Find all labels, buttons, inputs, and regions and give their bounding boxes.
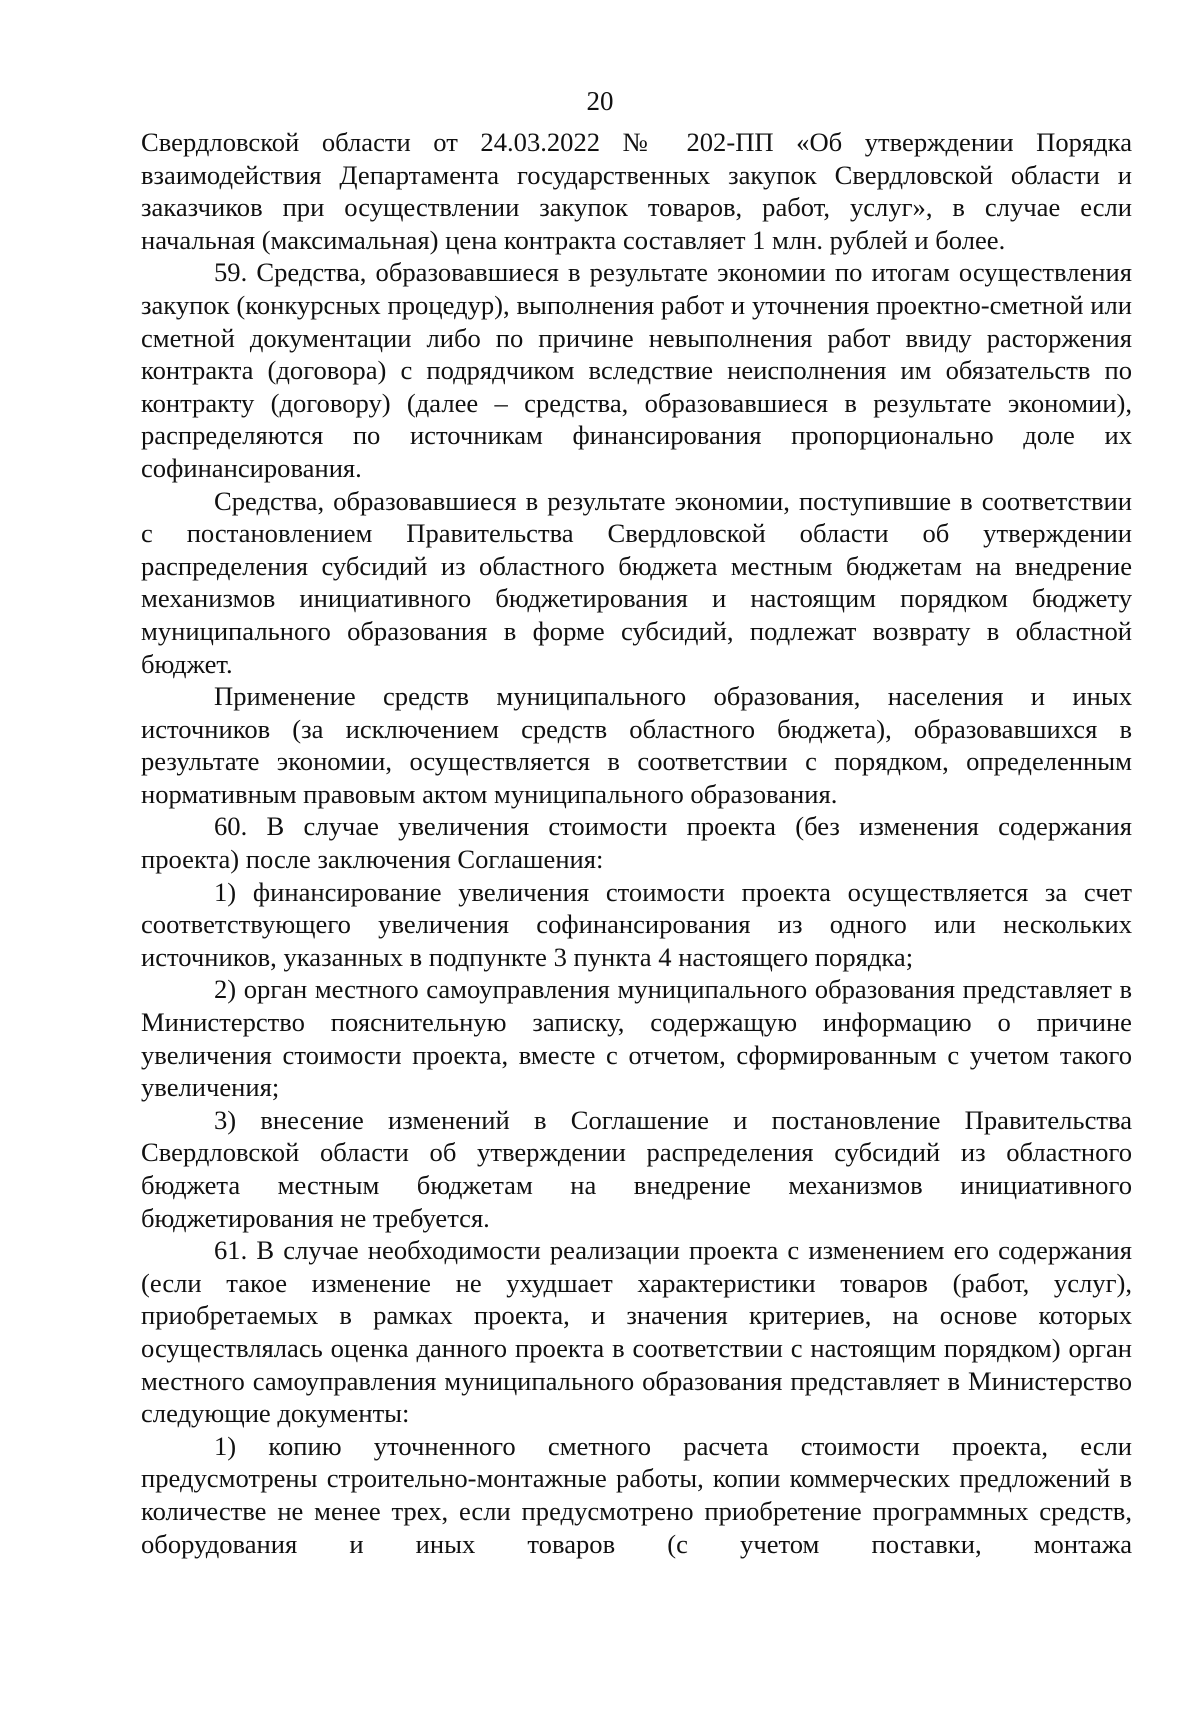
paragraph-continuation: Свердловской области от 24.03.2022 № 202-ПП «Об утверждении Порядка взаимодействия Департамента государственных закупок Свердловской области и заказчиков при осуществлении закупок товаров, работ, услуг», в случае если начальная (максимальная) цена контракта составляет 1 млн. рублей и более. [141,127,1132,255]
page-number: 20 [586,86,614,116]
paragraph-savings-return: Средства, образовавшиеся в результате экономии, поступившие в соответствии с постановлением Правительства Свердловской области об утверждении распределения субсидий из областного бюджета местным бюджетам на внедрение механизмов инициативного бюджетирования и настоящим порядком бюджету муниципального образования в форме субсидий, подлежат возврату в областной бюджет. [141,485,1132,679]
paragraph-60-item-2: 2) орган местного самоуправления муниципального образования представляет в Министерство пояснительную записку, содержащую информацию о причине увеличения стоимости проекта, вместе с отчетом, сформированным с учетом такого увеличения; [141,974,1132,1103]
document-body [141,126,1132,1560]
paragraph-savings-use: Применение средств муниципального образования, населения и иных источников (за исключением средств областного бюджета), образовавшихся в результате экономии, осуществляется в соответствии с порядком, определенным нормативным правовым актом муниципального образования. [141,681,1132,809]
paragraph-61-item-1: 1) копию уточненного сметного расчета стоимости проекта, если предусмотрены строительно-монтажные работы, копии коммерческих предложений в количестве не менее трех, если предусмотрено приобретение программных средств, оборудования и иных товаров (с учетом поставки, монтажа [141,1430,1132,1559]
paragraph-60: 60. В случае увеличения стоимости проекта (без изменения содержания проекта) после заключения Соглашения: [141,811,1132,875]
paragraph-61: 61. В случае необходимости реализации проекта с изменением его содержания (если такое изменение не ухудшает характеристики товаров (работ, услуг), приобретаемых в рамках проекта, и значения критериев, на основе которых осуществлялась оценка данного проекта в соответствии с настоящим порядком) орган местного самоуправления муниципального образования представляет в Министерство следующие документы: [141,1235,1132,1429]
paragraph-60-item-1: 1) финансирование увеличения стоимости проекта осуществляется за счет соответствующего увеличения софинансирования из одного или нескольких источников, указанных в подпункте 3 пункта 4 настоящего порядка; [141,876,1132,972]
paragraph-59: 59. Средства, образовавшиеся в результате экономии по итогам осуществления закупок (конкурсных процедур), выполнения работ и уточнения проектно-сметной или сметной документации либо по причине невыполнения работ ввиду расторжения контракта (договора) с подрядчиком вследствие неисполнения им обязательств по контракту (договору) (далее – средства, образовавшиеся в результате экономии), распределяются по источникам финансирования пропорционально доле их софинансирования. [141,257,1132,483]
paragraph-60-item-3: 3) внесение изменений в Соглашение и постановление Правительства Свердловской области об утверждении распределения субсидий из областного бюджета местным бюджетам на внедрение механизмов инициативного бюджетирования не требуется. [141,1104,1132,1233]
